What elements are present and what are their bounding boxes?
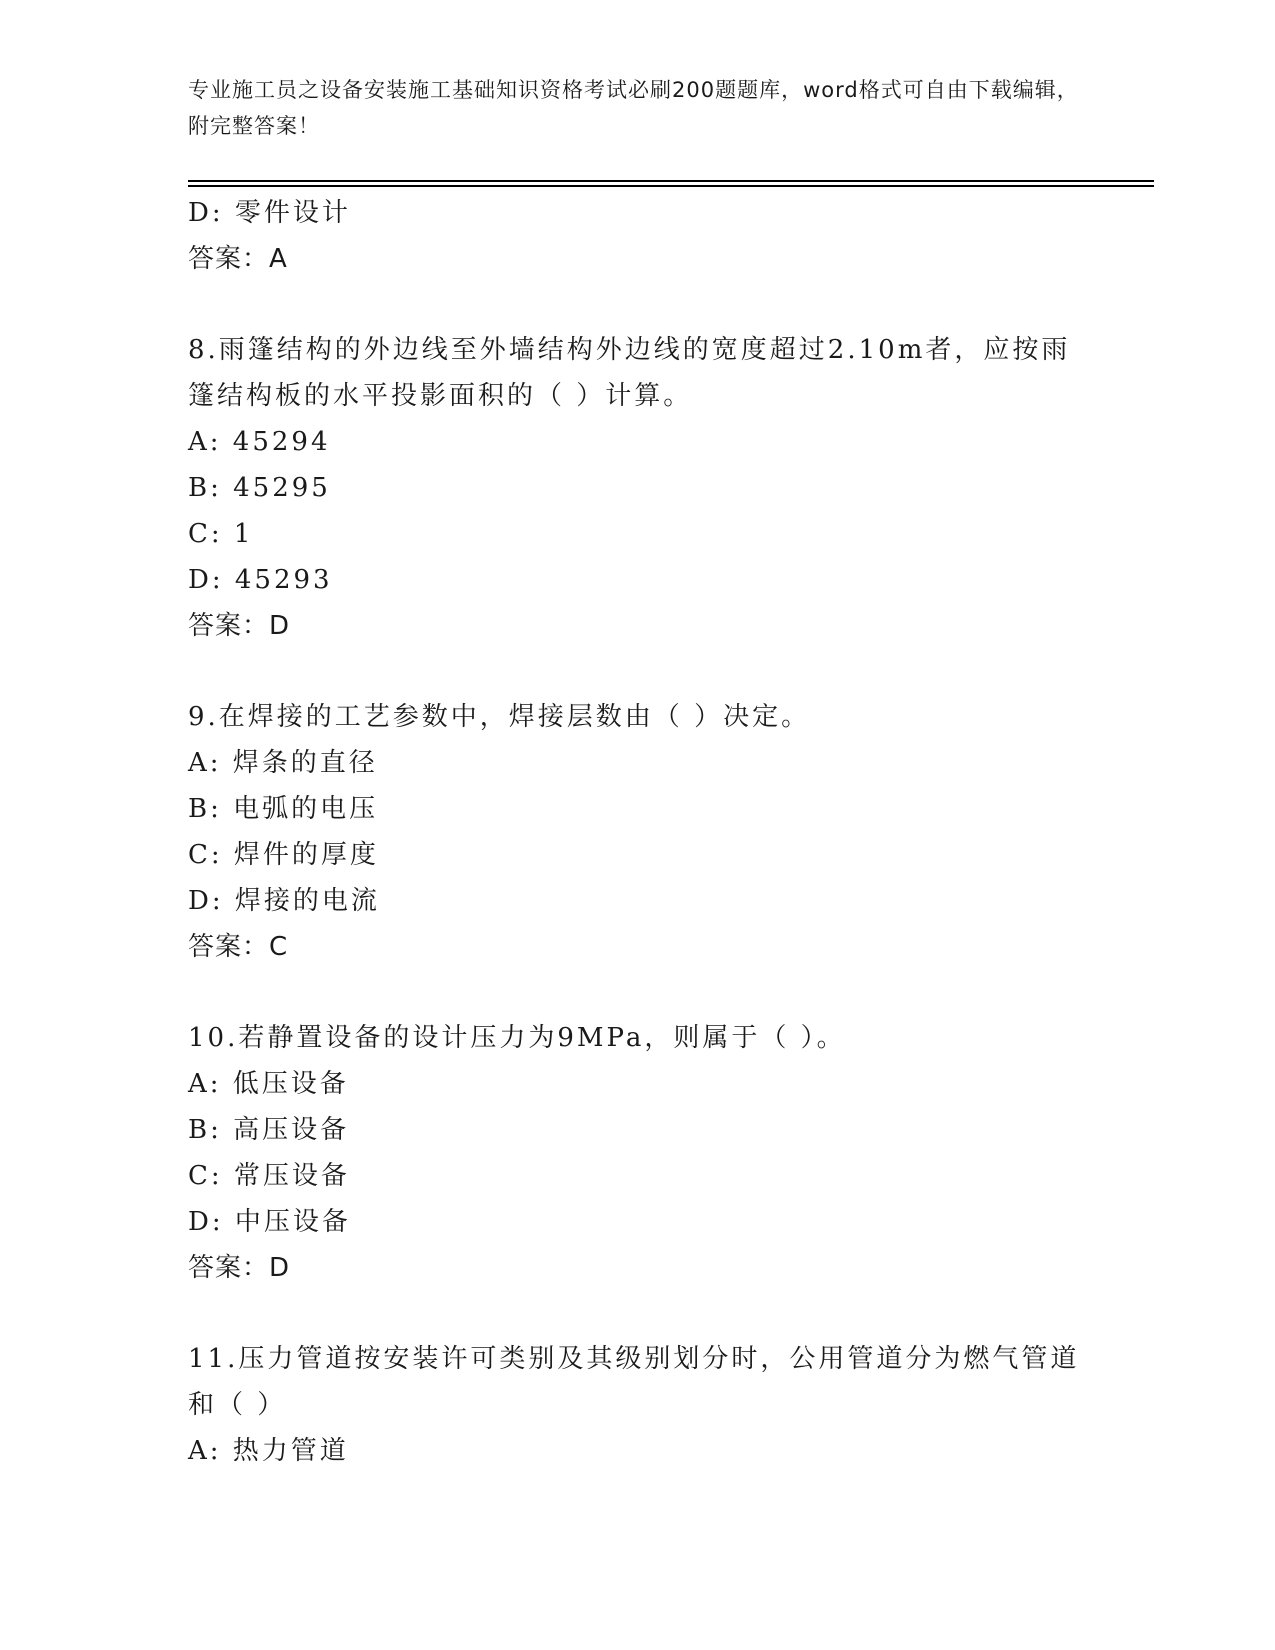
question-8-option-a: A: 45294 [188, 427, 331, 457]
question-9-option-d: D: 焊接的电流 [188, 886, 380, 916]
question-8-answer: 答案：D [188, 611, 291, 641]
question-10-option-d: D: 中压设备 [188, 1207, 351, 1237]
question-10-option-a: A: 低压设备 [188, 1069, 349, 1099]
question-11-stem: 11.压力管道按安装许可类别及其级别划分时，公用管道分为燃气管道和（ ） [188, 1344, 1080, 1420]
question-content [188, 190, 1088, 1474]
header-divider-top [188, 180, 1154, 182]
question-8-option-d: D: 45293 [188, 565, 333, 595]
question-11-option-a: A: 热力管道 [188, 1436, 349, 1466]
question-9-stem: 9.在焊接的工艺参数中，焊接层数由（ ）决定。 [188, 702, 811, 732]
question-9-option-c: C: 焊件的厚度 [188, 840, 379, 870]
header-divider-bottom [188, 185, 1154, 187]
prev-answer: 答案：A [188, 244, 288, 274]
question-8-stem: 8.雨篷结构的外边线至外墙结构外边线的宽度超过2.10m者，应按雨篷结构板的水平投影面积的（ ）计算。 [188, 335, 1071, 411]
question-8-option-c: C: 1 [188, 519, 254, 549]
question-9-answer: 答案：C [188, 932, 289, 962]
question-10-stem: 10.若静置设备的设计压力为9MPa，则属于（ ）。 [188, 1023, 846, 1053]
question-8-option-b: B: 45295 [188, 473, 331, 503]
spacer [188, 1291, 1088, 1336]
question-9-option-b: B: 电弧的电压 [188, 794, 379, 824]
spacer [188, 649, 1088, 694]
question-10-option-c: C: 常压设备 [188, 1161, 350, 1191]
spacer [188, 970, 1088, 1015]
question-9-option-a: A: 焊条的直径 [188, 748, 378, 778]
document-header: 专业施工员之设备安装施工基础知识资格考试必刷200题题库，word格式可自由下载编辑，附完整答案！ [188, 78, 1079, 138]
spacer [188, 282, 1088, 327]
question-10-answer: 答案：D [188, 1253, 291, 1283]
question-10-option-b: B: 高压设备 [188, 1115, 350, 1145]
prev-option-d: D: 零件设计 [188, 198, 351, 228]
